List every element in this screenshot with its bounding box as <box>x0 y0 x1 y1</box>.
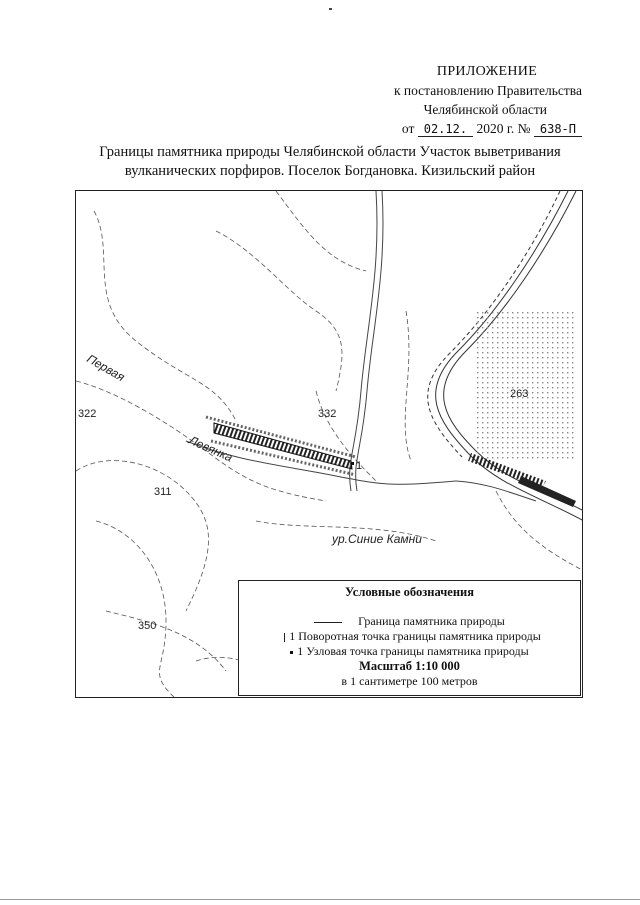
elevation-350: 350 <box>138 620 157 632</box>
appendix-date-line <box>322 119 582 139</box>
river-name-part-1: Первая <box>84 351 128 385</box>
map-legend <box>238 580 581 696</box>
legend-nodal-point-row <box>239 644 580 659</box>
legend-boundary-row <box>239 614 580 629</box>
decree-number: 638-П <box>534 122 582 137</box>
legend-turning-point-text: 1 Поворотная точка границы памятника природы <box>289 629 541 643</box>
title-line-1: Границы памятника природы Челябинской области Участок выветривания <box>99 144 561 160</box>
river-name-part-2: Левянка <box>186 432 235 465</box>
legend-scale: Масштаб 1:10 000 <box>359 659 460 673</box>
tract-name: ур.Синие Камни <box>332 532 422 546</box>
title-line-2: вулканических порфиров. Поселок Богдановка. Кизильский район <box>124 163 536 179</box>
year-text: 2020 г. № <box>476 121 531 136</box>
nodal-point-1 <box>351 462 354 465</box>
date-value: 02.12. <box>418 122 473 137</box>
legend-boundary-text: Граница памятника природы <box>358 614 505 628</box>
appendix-header <box>322 62 582 139</box>
date-prefix: от <box>401 121 415 136</box>
legend-turning-point-row <box>239 629 580 644</box>
elevation-322: 322 <box>78 408 97 420</box>
elevation-311: 311 <box>154 486 172 498</box>
appendix-line-1: к постановлению Правительства <box>393 83 582 98</box>
elevation-332: 332 <box>318 408 337 420</box>
road-hatch <box>468 453 576 507</box>
turning-point-swatch <box>284 633 285 642</box>
point-label-1: 1 <box>356 460 363 472</box>
legend-scale-note: в 1 сантиметре 100 метров <box>341 674 478 688</box>
page-bottom-edge <box>0 899 640 900</box>
appendix-line-2: Челябинской области <box>423 102 547 117</box>
boundary-swatch <box>314 622 342 623</box>
settlement-hatch <box>476 311 576 461</box>
legend-title: Условные обозначения <box>344 585 475 599</box>
nodal-point-swatch <box>290 651 293 654</box>
elevation-263: 263 <box>510 388 529 400</box>
legend-nodal-point-text: 1 Узловая точка границы памятника природы <box>297 644 529 658</box>
appendix-title: ПРИЛОЖЕНИЕ <box>436 64 538 79</box>
document-title <box>60 143 600 181</box>
scan-speck <box>329 8 332 10</box>
